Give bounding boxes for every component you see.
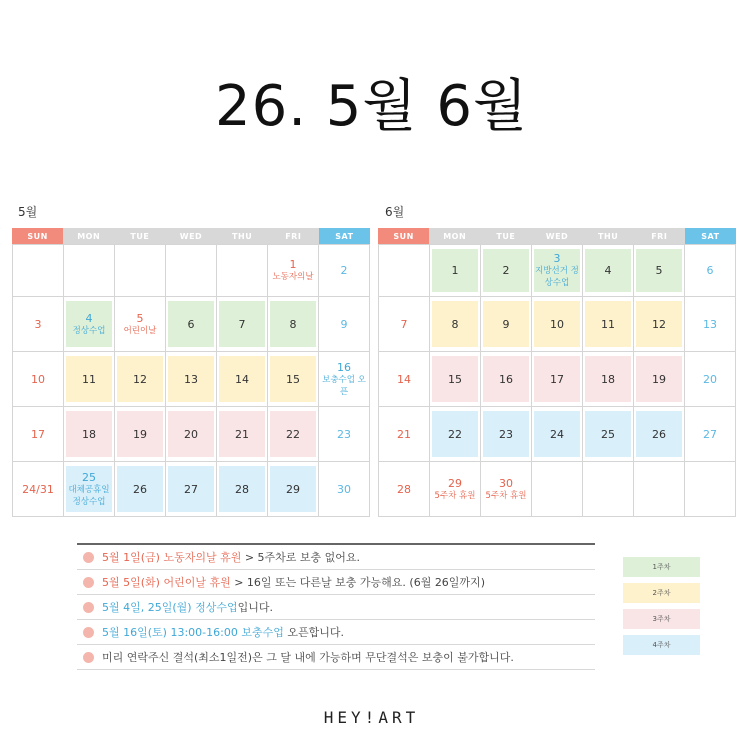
page-title: 26. 5월 6월 [214, 74, 529, 139]
notice-highlight: 5월 16일(토) 13:00-16:00 보충수업 [102, 626, 284, 639]
legend-item: 1주차 [623, 557, 700, 577]
day-cell [685, 297, 736, 352]
day-cell [166, 407, 217, 462]
day-number: 21 [235, 427, 249, 441]
day-cell [64, 352, 115, 407]
day-number: 19 [133, 427, 147, 441]
day-number: 1 [451, 264, 459, 277]
day-number: 9 [502, 317, 510, 331]
day-cell [115, 352, 166, 407]
day-cell [64, 407, 115, 462]
day-note: 보충수업 오픈 [322, 374, 366, 397]
day-cell [319, 462, 370, 517]
day-cell [268, 352, 319, 407]
day-number: 20 [184, 427, 198, 441]
day-cell [481, 352, 532, 407]
june-grid [378, 244, 736, 517]
day-number: 28 [397, 482, 411, 496]
notice-text: > 16일 또는 다른날 보충 가능해요. (6월 26일까지) [230, 576, 485, 589]
day-number: 18 [82, 427, 96, 441]
day-number: 4 [85, 311, 93, 325]
day-cell [583, 352, 634, 407]
day-cell [319, 297, 370, 352]
notice-highlight: 5월 5일(화) 어린이날 휴원 [102, 576, 231, 589]
day-number: 15 [448, 372, 462, 386]
day-number: 16 [499, 372, 513, 386]
day-cell [166, 297, 217, 352]
day-note: 5주차 휴원 [434, 490, 476, 501]
weekday-sun: SUN [12, 228, 63, 244]
bullet-icon [83, 602, 94, 613]
day-number: 15 [286, 372, 300, 386]
weekday-wed: WED [531, 228, 582, 244]
weekday-mon: MON [63, 228, 114, 244]
day-number: 9 [340, 317, 348, 331]
day-note: 지방선거 정상수업 [535, 266, 579, 288]
legend-item: 3주차 [623, 609, 700, 629]
day-cell [166, 245, 217, 297]
brand-logo: HEY!ART [323, 708, 420, 727]
day-number: 8 [451, 317, 459, 331]
day-number: 5 [136, 311, 144, 325]
day-cell [481, 245, 532, 297]
day-cell [430, 245, 481, 297]
legend-item: 2주차 [623, 583, 700, 603]
day-number: 29 [286, 482, 300, 496]
day-cell [115, 407, 166, 462]
day-cell [634, 245, 685, 297]
day-number: 6 [187, 317, 195, 331]
day-number: 26 [133, 482, 147, 496]
day-cell [634, 297, 685, 352]
june-label: 6월 [385, 205, 405, 219]
day-cell [115, 462, 166, 517]
day-cell [166, 352, 217, 407]
day-cell [13, 352, 64, 407]
day-number: 29 [448, 476, 462, 490]
day-cell [430, 352, 481, 407]
weekday-thu: THU [217, 228, 268, 244]
day-note: 정상수업 [72, 325, 106, 336]
weekday-thu: THU [583, 228, 634, 244]
may-calendar [12, 228, 370, 517]
bullet-icon [83, 577, 94, 588]
day-number: 25 [601, 427, 615, 441]
day-cell [217, 407, 268, 462]
bullet-icon [83, 652, 94, 663]
day-cell [481, 462, 532, 517]
day-number: 6 [706, 264, 714, 277]
day-cell [268, 462, 319, 517]
day-number: 2 [502, 264, 510, 277]
day-number: 14 [235, 372, 249, 386]
weekday-sun: SUN [378, 228, 429, 244]
day-number: 27 [703, 427, 717, 441]
day-number: 12 [652, 317, 666, 331]
day-number: 13 [703, 317, 717, 331]
legend-item: 4주차 [623, 635, 700, 655]
day-number: 19 [652, 372, 666, 386]
day-note: 노동자의날 [272, 272, 314, 282]
day-number: 5 [655, 264, 663, 277]
day-cell [481, 407, 532, 462]
day-cell [217, 297, 268, 352]
day-cell [583, 297, 634, 352]
day-cell [685, 245, 736, 297]
day-number: 10 [550, 317, 564, 331]
day-cell [217, 352, 268, 407]
day-cell [634, 462, 685, 517]
day-number: 3 [34, 317, 42, 331]
day-cell [379, 245, 430, 297]
day-cell [532, 462, 583, 517]
june-calendar [378, 228, 736, 517]
day-cell [13, 462, 64, 517]
day-cell [319, 407, 370, 462]
day-cell [481, 297, 532, 352]
day-cell [319, 245, 370, 297]
day-note: 5주차 휴원 [485, 490, 527, 501]
day-number: 20 [703, 372, 717, 386]
day-number: 10 [31, 372, 45, 386]
weekday-fri: FRI [268, 228, 319, 244]
may-weekday-header [12, 228, 370, 244]
day-cell [532, 407, 583, 462]
day-number: 16 [337, 360, 351, 374]
day-cell [532, 297, 583, 352]
day-number: 18 [601, 372, 615, 386]
day-cell [13, 245, 64, 297]
day-cell [115, 245, 166, 297]
day-number: 23 [499, 427, 513, 441]
weekday-sat: SAT [319, 228, 370, 244]
day-cell [379, 352, 430, 407]
day-cell [379, 297, 430, 352]
notice-list [77, 543, 595, 670]
day-number: 17 [550, 372, 564, 386]
day-cell [634, 352, 685, 407]
day-note: 대체공휴일 정상수업 [68, 484, 110, 507]
day-cell [64, 462, 115, 517]
weekday-tue: TUE [480, 228, 531, 244]
day-cell [319, 352, 370, 407]
notice-item [77, 645, 595, 670]
day-cell [217, 245, 268, 297]
day-number: 7 [238, 317, 246, 331]
day-number: 11 [601, 317, 615, 331]
day-number: 25 [82, 470, 96, 484]
day-cell [64, 245, 115, 297]
may-grid [12, 244, 370, 517]
day-number: 21 [397, 427, 411, 441]
day-number: 22 [448, 427, 462, 441]
day-number: 30 [499, 476, 513, 490]
day-cell [268, 297, 319, 352]
day-number: 14 [397, 372, 411, 386]
june-weekday-header [378, 228, 736, 244]
day-number: 23 [337, 427, 351, 441]
day-number: 22 [286, 427, 300, 441]
day-number: 7 [400, 317, 408, 331]
notice-highlight: 5월 1일(금) 노동자의날 휴원 [102, 551, 242, 564]
day-cell [583, 245, 634, 297]
day-number: 17 [31, 427, 45, 441]
day-cell [634, 407, 685, 462]
notice-item [77, 595, 595, 620]
weekday-sat: SAT [685, 228, 736, 244]
day-cell [430, 297, 481, 352]
day-number: 11 [82, 372, 96, 386]
day-cell [685, 352, 736, 407]
notice-item [77, 570, 595, 595]
day-cell [13, 297, 64, 352]
day-number: 26 [652, 427, 666, 441]
notice-text: 미리 연락주신 결석(최소1일전)은 그 달 내에 가능하며 무단결석은 보충이 불가합니다. [102, 651, 514, 664]
day-cell [532, 352, 583, 407]
day-note: 어린이날 [123, 325, 157, 336]
day-cell [115, 297, 166, 352]
weekday-fri: FRI [634, 228, 685, 244]
weekday-wed: WED [165, 228, 216, 244]
notice-text: 입니다. [237, 601, 273, 614]
day-cell [379, 462, 430, 517]
notice-text: 오픈합니다. [283, 626, 344, 639]
notice-item [77, 620, 595, 645]
day-cell [583, 462, 634, 517]
day-cell [532, 245, 583, 297]
notice-highlight: 5월 4일, 25일(월) 정상수업 [102, 601, 238, 614]
day-number: 3 [553, 252, 561, 265]
day-cell [430, 462, 481, 517]
day-number: 24/31 [22, 482, 54, 496]
day-number: 13 [184, 372, 198, 386]
day-number: 27 [184, 482, 198, 496]
day-number: 28 [235, 482, 249, 496]
day-cell [64, 297, 115, 352]
notice-text: > 5주차로 보충 없어요. [241, 551, 361, 564]
day-number: 30 [337, 482, 351, 496]
notice-item [77, 545, 595, 570]
day-number: 4 [604, 264, 612, 277]
day-number: 8 [289, 317, 297, 331]
day-cell [583, 407, 634, 462]
day-number: 1 [289, 258, 297, 271]
weekday-mon: MON [429, 228, 480, 244]
day-cell [685, 407, 736, 462]
bullet-icon [83, 552, 94, 563]
day-number: 24 [550, 427, 564, 441]
day-cell [217, 462, 268, 517]
day-number: 12 [133, 372, 147, 386]
day-cell [13, 407, 64, 462]
day-cell [268, 245, 319, 297]
day-number: 2 [340, 264, 348, 277]
day-cell [166, 462, 217, 517]
day-cell [685, 462, 736, 517]
day-cell [268, 407, 319, 462]
day-cell [379, 407, 430, 462]
bullet-icon [83, 627, 94, 638]
weekday-tue: TUE [114, 228, 165, 244]
may-label: 5월 [18, 205, 38, 219]
day-cell [430, 407, 481, 462]
